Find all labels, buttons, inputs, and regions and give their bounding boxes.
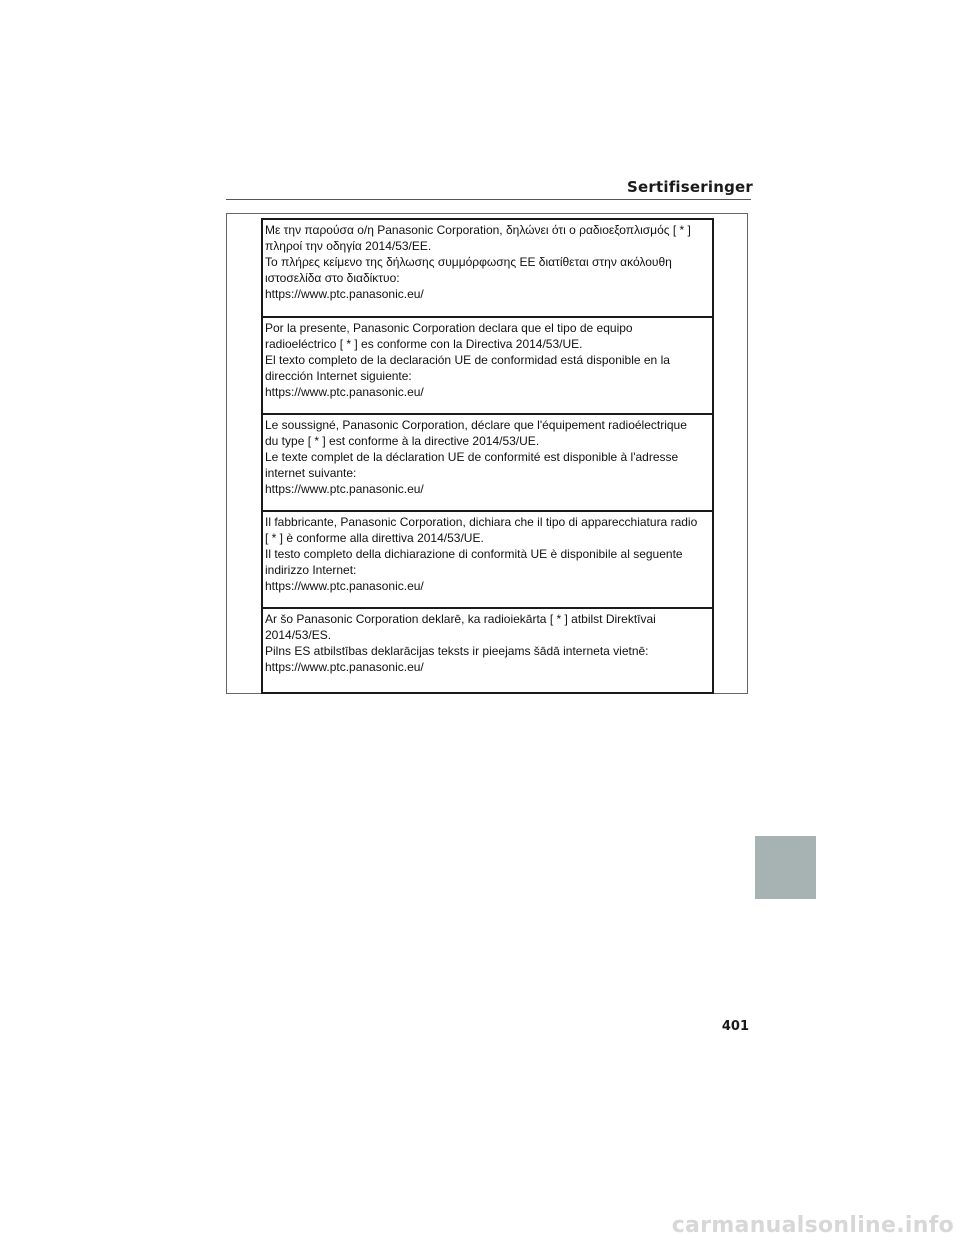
- declaration-table: [261, 218, 714, 694]
- declaration-french: Le soussigné, Panasonic Corporation, déclare que l'équipement radioélectrique du type [ * ] est conforme à la directive 2014/53/UE. Le texte complet de la déclaration UE de conformité est disponible à l'adresse internet suivante: https://www.ptc.panasonic.eu/: [263, 415, 712, 512]
- declaration-latvian: Ar šo Panasonic Corporation deklarē, ka radioiekārta [ * ] atbilst Direktīvai 2014/53/ES. Pilns ES atbilstības deklarācijas teksts ir pieejams šādā interneta vietnē: https://www.ptc.panasonic.eu/: [265, 612, 656, 674]
- declaration-spanish: Por la presente, Panasonic Corporation declara que el tipo de equipo radioeléctrico [ * ] es conforme con la Directiva 2014/53/UE. El texto completo de la declaración UE de conformidad está disponible en la dirección Internet siguiente: https://www.ptc.panasonic.eu/: [263, 318, 712, 415]
- page-section-title: Sertifiseringer: [627, 178, 753, 196]
- declaration-italian: Il fabbricante, Panasonic Corporation, dichiara che il tipo di apparecchiatura radio [ * ] è conforme alla direttiva 2014/53/UE. Il testo completo della dichiarazione di conformità UE è disponibile al seguente indirizzo Internet: https://www.ptc.panasonic.eu/: [263, 512, 712, 609]
- chapter-tab-marker: [755, 836, 816, 899]
- header-divider: [226, 199, 751, 200]
- declaration-greek: Με την παρούσα ο/η Panasonic Corporation, δηλώνει ότι ο ραδιοεξοπλισμός [ * ] πληροί την οδηγία 2014/53/ΕΕ. Το πλήρες κείμενο της δήλωσης συμμόρφωσης ΕΕ διατίθεται στην ακόλουθη ιστοσελίδα στο διαδίκτυο: https://www.ptc.panasonic.eu/: [263, 220, 712, 318]
- page-number: 401: [721, 1019, 749, 1034]
- watermark-text: carmanualsonline.info: [671, 1213, 954, 1238]
